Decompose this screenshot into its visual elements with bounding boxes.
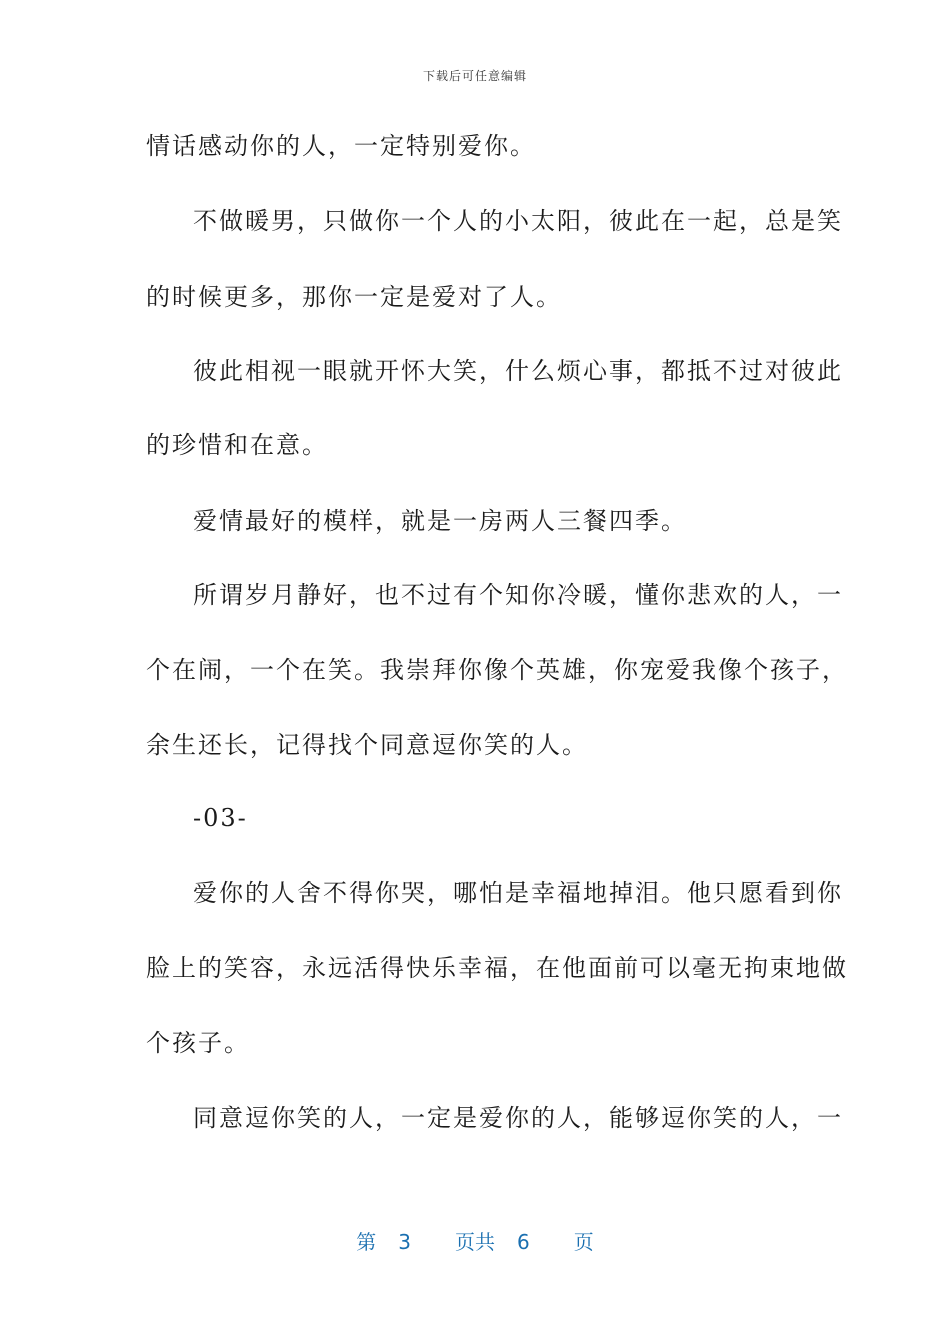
footer-total-pages: 6 — [517, 1230, 530, 1254]
text-line: 的珍惜和在意。 — [146, 431, 328, 459]
text-line: 的时候更多，那你一定是爱对了人。 — [146, 283, 562, 311]
text-line: 不做暖男，只做你一个人的小太阳，彼此在一起，总是笑 — [193, 207, 843, 235]
page-footer — [0, 1226, 950, 1255]
footer-label-of: 页共 — [455, 1230, 495, 1254]
text-line: 情话感动你的人，一定特别爱你。 — [146, 132, 536, 160]
footer-current-page: 3 — [398, 1230, 411, 1254]
footer-label-page: 第 — [356, 1230, 377, 1254]
text-line: 个孩子。 — [146, 1029, 250, 1057]
text-line: 余生还长，记得找个同意逗你笑的人。 — [146, 731, 588, 759]
text-line: 同意逗你笑的人，一定是爱你的人，能够逗你笑的人，一 — [193, 1104, 843, 1132]
text-line: 个在闹，一个在笑。我崇拜你像个英雄，你宠爱我像个孩子， — [146, 656, 848, 684]
text-line: 所谓岁月静好，也不过有个知你冷暖，懂你悲欢的人，一 — [193, 581, 843, 609]
footer-label-end: 页 — [573, 1230, 594, 1254]
text-line: 彼此相视一眼就开怀大笑，什么烦心事，都抵不过对彼此 — [193, 357, 843, 385]
text-line: 爱情最好的模样，就是一房两人三餐四季。 — [193, 507, 687, 535]
page-header: 下载后可任意编辑 — [422, 69, 527, 83]
section-marker: -03- — [193, 804, 248, 832]
text-line: 爱你的人舍不得你哭，哪怕是幸福地掉泪。他只愿看到你 — [193, 879, 843, 907]
text-line: 脸上的笑容，永远活得快乐幸福，在他面前可以毫无拘束地做 — [146, 954, 848, 982]
